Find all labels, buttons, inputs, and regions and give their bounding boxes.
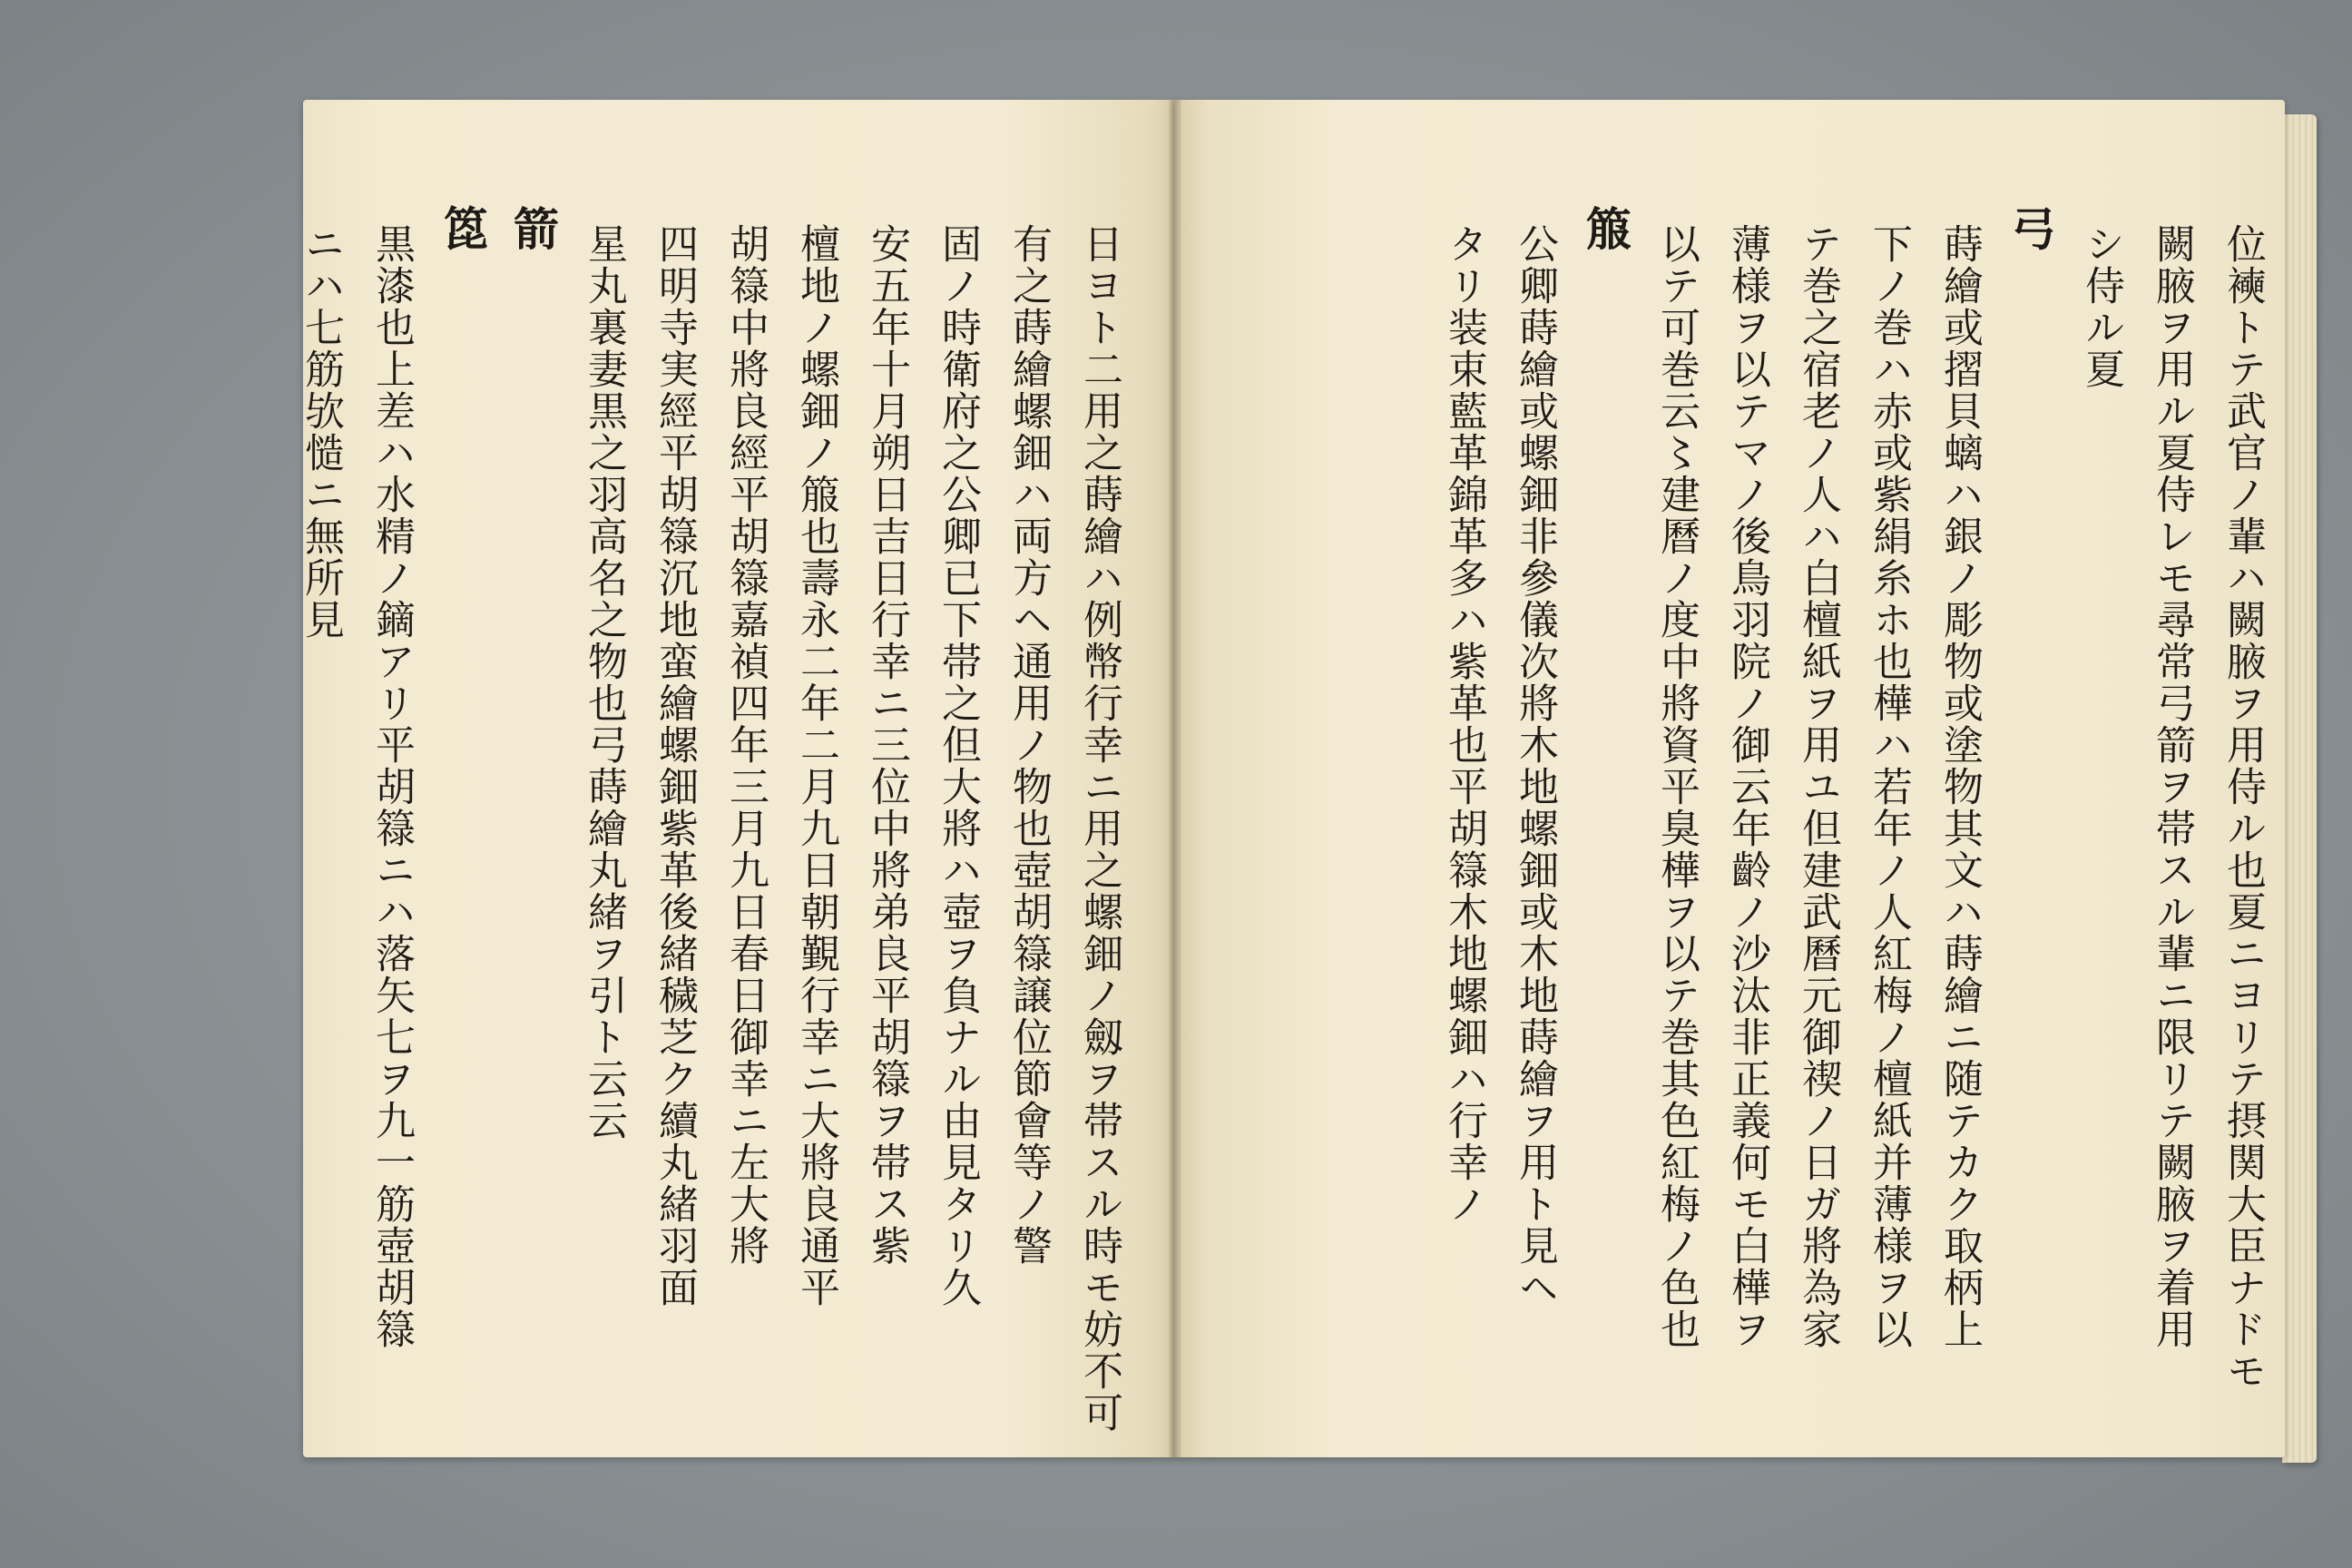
page-edges [2282,114,2317,1463]
open-book [299,87,2332,1475]
right-col-7: テ巻之宿老ノ人ハ白檀紙ヲ用ユ但建武曆元御禊ノ日ガ將為家 [1795,223,1841,1350]
right-col-3: シ侍ル夏 [2078,223,2124,390]
left-col-2: 有之蒔繪螺鈿ハ両方ヘ通用ノ物也壺胡簶譲位節會等ノ警 [1005,223,1052,1267]
right-col-1: 位襫トテ武官ノ輩ハ闕腋ヲ用侍ル也夏ニヨリテ摂関大臣ナドモ [2220,223,2266,1392]
left-col-4: 安五年十月朔日吉日行幸ニ三位中將弟良平胡簶ヲ帯ス紫 [864,223,910,1267]
left-heading-ya: 箭 [506,205,560,252]
right-col-12: タリ装束藍革錦革多ハ紫革也平胡簶木地螺鈿ハ行幸ノ [1441,223,1487,1225]
left-col-1: 日ヨト二用之蒔繪ハ例幣行幸ニ用之螺鈿ノ劔ヲ帯スル時モ妨不可 [1076,223,1122,1434]
right-col-11: 公卿蒔繪或螺鈿非參儀次將木地螺鈿或木地蒔繪ヲ用ト見ヘ [1512,223,1558,1308]
left-col-6: 胡簶中將良經平胡簶嘉禎四年三月九日春日御幸ニ左大將 [722,223,769,1267]
right-col-5: 蒔繪或摺貝螭ハ銀ノ彫物或塗物其文ハ蒔繪ニ随テカク取柄上 [1936,223,1983,1350]
left-col-11: 黒漆也上差ハ水精ノ鏑アリ平胡簶ニハ落矢七ヲ九一筋壺胡簶 [368,223,415,1350]
right-heading-ebira: 箙 [1579,205,1632,252]
right-col-2: 闕腋ヲ用ル夏侍レモ尋常弓箭ヲ帯スル輩ニ限リテ闕腋ヲ着用 [2149,223,2195,1350]
left-heading-no: 箆 [436,205,489,252]
book-gutter [1169,100,1181,1457]
left-col-5: 檀地ノ螺鈿ノ箙也壽永二年二月九日朝覲行幸ニ大將良通平 [793,223,839,1308]
left-col-12: ニハ七筋欤慥ニ無所見 [298,223,344,641]
left-page-text [298,205,1134,1434]
right-page-text [1441,205,2278,1392]
left-col-8: 星丸裏妻黒之羽高名之物也弓蒔繪丸緒ヲ引ト云云 [581,223,627,1142]
right-col-6: 下ノ巻ハ赤或紫絹糸ホ也樺ハ若年ノ人紅梅ノ檀紙并薄様ヲ以 [1866,223,1912,1350]
right-col-8: 薄様ヲ以テマノ後鳥羽院ノ御云年齡ノ沙汰非正義何モ白樺ヲ [1724,223,1770,1350]
right-col-9: 以テ可巻云〻建曆ノ度中將資平臭樺ヲ以テ巻其色紅梅ノ色也 [1653,223,1700,1350]
left-col-7: 四明寺実經平胡簶沉地蛮繪螺鈿紫革後緒穢芝ク續丸緒羽面 [652,223,698,1308]
right-heading-yumi: 弓 [2004,205,2057,252]
left-col-3: 固ノ時衛府之公卿已下帯之但大將ハ壺ヲ負ナル由見タリ久 [935,223,981,1308]
